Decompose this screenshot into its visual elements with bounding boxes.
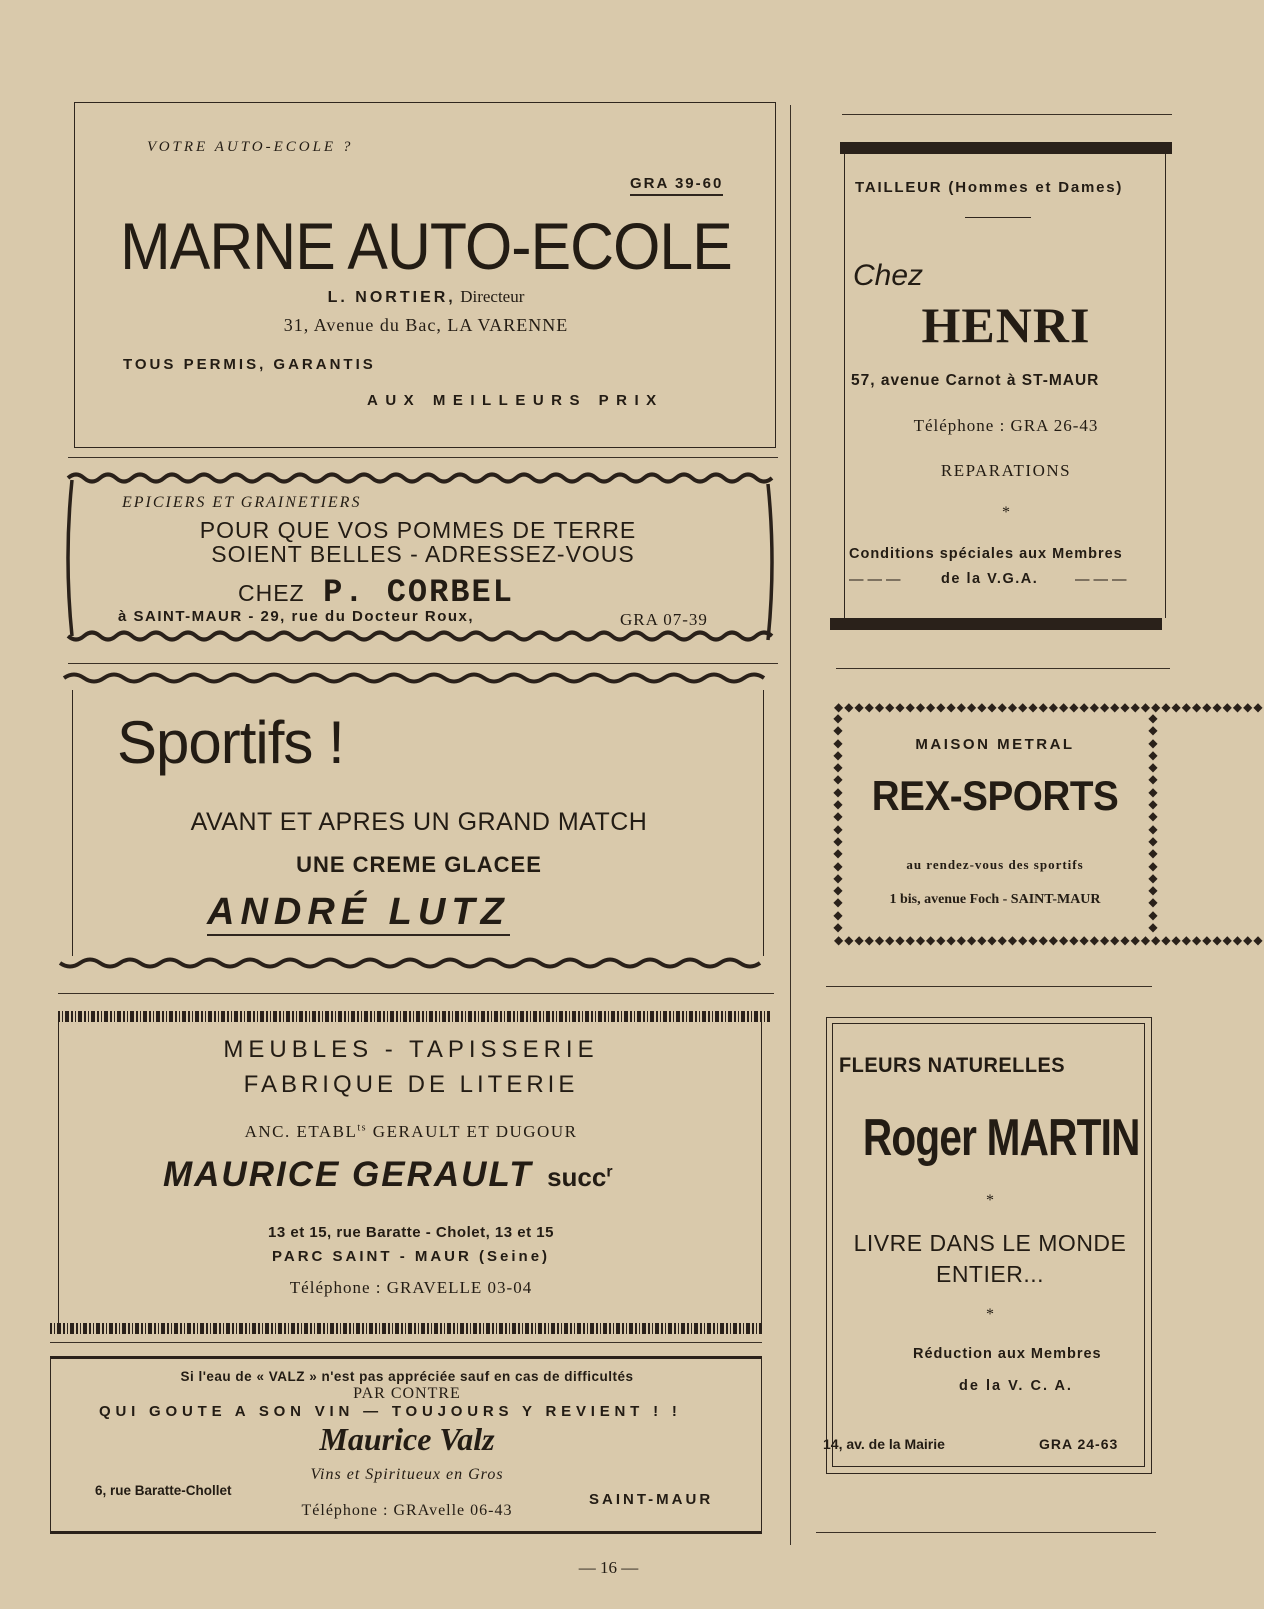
diamond-border-top: ◆◆◆◆◆◆◆◆◆◆◆◆◆◆◆◆◆◆◆◆◆◆◆◆◆◆◆◆◆◆◆◆◆◆◆◆◆◆◆◆◆◆ xyxy=(834,700,1264,714)
separator-rule xyxy=(836,668,1170,669)
ad-line-1: AVANT ET APRES UN GRAND MATCH xyxy=(190,808,648,836)
former-establishment xyxy=(59,1122,763,1142)
successor-label xyxy=(547,1162,613,1192)
separator-rule xyxy=(58,993,774,994)
ad-line-2: UNE CREME GLACEE xyxy=(296,852,542,877)
address: 1 bis, avenue Foch - SAINT-MAUR xyxy=(889,892,1101,907)
address: à SAINT-MAUR - 29, rue du Docteur Roux, xyxy=(118,608,475,625)
members-line: de la V. C. A. xyxy=(959,1378,1073,1394)
thick-bar-bottom xyxy=(830,618,1162,630)
separator-rule xyxy=(816,1532,1156,1533)
address: 14, av. de la Mairie xyxy=(823,1436,945,1452)
address: 31, Avenue du Bac, LA VARENNE xyxy=(283,315,569,335)
director-role: Directeur xyxy=(460,287,525,306)
director-line xyxy=(75,287,777,307)
ad-line-2: FABRIQUE DE LITERIE xyxy=(243,1071,579,1098)
shop-name: REX-SPORTS xyxy=(871,772,1119,819)
ad-henri xyxy=(844,154,1166,618)
repairs-line: REPARATIONS xyxy=(940,461,1072,480)
ad-line-2: PAR CONTRE xyxy=(353,1385,461,1402)
phone-number: Téléphone : GRAvelle 06-43 xyxy=(301,1502,513,1519)
ad-rex-sports xyxy=(844,714,1146,932)
wavy-border-top xyxy=(64,670,776,684)
separator-rule xyxy=(826,986,1152,987)
diamond-border-bottom: ◆◆◆◆◆◆◆◆◆◆◆◆◆◆◆◆◆◆◆◆◆◆◆◆◆◆◆◆◆◆◆◆◆◆◆◆◆◆◆◆◆◆ xyxy=(834,933,1264,947)
trade-line: TAILLEUR (Hommes et Dames) xyxy=(855,179,1124,196)
shop-name: P. CORBEL xyxy=(323,574,514,611)
trade-line: Vins et Spiritueux en Gros xyxy=(310,1466,504,1483)
separator-rule xyxy=(68,663,778,664)
ad-marne-auto-ecole xyxy=(74,102,776,448)
separator-rule xyxy=(50,1342,762,1343)
chez-label: Chez xyxy=(853,259,924,292)
ad-corbel xyxy=(68,480,778,640)
phone-number: GRA 39-60 xyxy=(630,175,723,196)
successor-text: succ xyxy=(547,1162,607,1192)
members-line: de la V.G.A. xyxy=(941,571,1039,587)
ad-tagline: EPICIERS ET GRAINETIERS xyxy=(122,494,362,511)
star-ornament: * xyxy=(986,1306,994,1323)
name-line xyxy=(163,1155,613,1195)
house-name: MAISON METRAL xyxy=(915,736,1075,753)
florist-name: Roger MARTIN xyxy=(862,1109,1140,1167)
meeting-line: au rendez-vous des sportifs xyxy=(906,857,1084,872)
dashes-right: — — — xyxy=(1075,572,1127,588)
short-divider xyxy=(965,217,1031,218)
wavy-border-bottom xyxy=(60,957,772,971)
successor-sup: r xyxy=(606,1163,613,1181)
permits-line: TOUS PERMIS, GARANTIS xyxy=(123,356,376,373)
prices-line: AUX MEILLEURS PRIX xyxy=(367,392,664,409)
tailor-name: HENRI xyxy=(921,297,1091,353)
diamond-border-left: ◆ ◆ ◆ ◆ ◆ ◆ ◆ ◆ ◆ ◆ ◆ ◆ ◆ ◆ ◆ ◆ ◆ ◆ xyxy=(833,711,843,935)
director-name: L. NORTIER, xyxy=(327,289,456,306)
ad-line-2: SOIENT BELLES - ADRESSEZ-VOUS xyxy=(211,541,635,567)
company-name: MAURICE GERAULT xyxy=(163,1155,533,1194)
separator-rule xyxy=(68,457,778,458)
ad-roger-martin xyxy=(823,1017,1152,1474)
phone-number: GRA 07-39 xyxy=(620,610,708,629)
delivery-line-2: ENTIER... xyxy=(935,1261,1044,1287)
ad-line-1: Si l'eau de « VALZ » n'est pas appréciée sauf en cas de difficultés xyxy=(180,1369,634,1384)
headline: Sportifs ! xyxy=(117,709,344,776)
trade-line: FLEURS NATURELLES xyxy=(839,1054,1066,1077)
name-line xyxy=(238,574,514,611)
merchant-name: Maurice Valz xyxy=(319,1421,495,1457)
phone-number: Téléphone : GRAVELLE 03-04 xyxy=(289,1278,533,1297)
striped-border-bottom xyxy=(50,1323,762,1334)
star-ornament: * xyxy=(1002,504,1010,521)
chez-label: CHEZ xyxy=(238,580,305,606)
wavy-border-bottom xyxy=(68,630,778,644)
ad-line-3: QUI GOUTE A SON VIN — TOUJOURS Y REVIENT ! ! xyxy=(99,1403,682,1420)
former-label: ANC. ETABL xyxy=(244,1122,358,1141)
former-names: GERAULT ET DUGOUR xyxy=(372,1122,578,1141)
address-line-1: 13 et 15, rue Baratte - Cholet, 13 et 15 xyxy=(268,1224,554,1241)
ad-line-1: POUR QUE VOS POMMES DE TERRE xyxy=(199,517,637,543)
address: 57, avenue Carnot à ST-MAUR xyxy=(851,372,1100,389)
column-divider xyxy=(790,105,791,1545)
dashes-left: — — — xyxy=(849,572,901,588)
former-sup: ts xyxy=(357,1122,368,1134)
ad-line-1: MEUBLES - TAPISSERIE xyxy=(223,1036,599,1063)
address: 6, rue Baratte-Chollet xyxy=(95,1483,232,1498)
phone-number: Téléphone : GRA 26-43 xyxy=(913,416,1099,435)
ad-maurice-gerault xyxy=(58,1022,762,1323)
diamond-border-right: ◆ ◆ ◆ ◆ ◆ ◆ ◆ ◆ ◆ ◆ ◆ ◆ ◆ ◆ ◆ ◆ ◆ ◆ xyxy=(1148,711,1158,935)
ad-maurice-valz xyxy=(50,1356,762,1534)
ad-question: VOTRE AUTO-ECOLE ? xyxy=(147,139,354,155)
city: SAINT-MAUR xyxy=(589,1491,714,1508)
phone-number: GRA 24-63 xyxy=(1039,1436,1119,1452)
delivery-line-1: LIVRE DANS LE MONDE xyxy=(853,1230,1127,1256)
ad-andre-lutz xyxy=(72,690,764,956)
thick-bar-top xyxy=(840,142,1172,154)
conditions-line: Conditions spéciales aux Membres xyxy=(849,546,1123,562)
brand-name: ANDRÉ LUTZ xyxy=(207,890,510,936)
star-ornament: * xyxy=(986,1192,994,1209)
separator-rule xyxy=(842,114,1172,115)
page-number: — 16 — xyxy=(578,1558,639,1577)
discount-line: Réduction aux Membres xyxy=(913,1346,1102,1362)
ad-title: MARNE AUTO-ECOLE xyxy=(120,209,732,283)
address-line-2: PARC SAINT - MAUR (Seine) xyxy=(271,1248,551,1265)
striped-border-top xyxy=(58,1011,770,1022)
